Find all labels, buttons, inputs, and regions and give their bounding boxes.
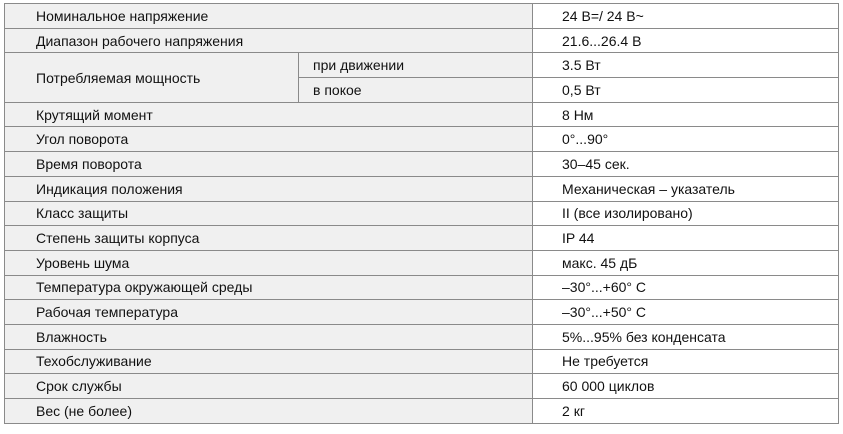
param-sublabel: в покое xyxy=(299,78,533,103)
param-value: –30°...+60° С xyxy=(533,275,839,300)
param-value: 3.5 Вт xyxy=(533,53,839,78)
param-name: Рабочая температура xyxy=(5,300,533,325)
table-row xyxy=(5,275,839,300)
table-row xyxy=(5,374,839,399)
table-row xyxy=(5,53,839,78)
table-row xyxy=(5,201,839,226)
param-name: Степень защиты корпуса xyxy=(5,226,533,251)
table-row xyxy=(5,250,839,275)
spec-rows xyxy=(5,102,839,423)
param-value: 60 000 циклов xyxy=(533,374,839,399)
param-name: Угол поворота xyxy=(5,127,533,152)
table-row xyxy=(5,226,839,251)
param-name: Уровень шума xyxy=(5,250,533,275)
table-row xyxy=(5,176,839,201)
param-value: Механическая – указатель xyxy=(533,176,839,201)
param-value: IP 44 xyxy=(533,226,839,251)
param-value: II (все изолировано) xyxy=(533,201,839,226)
param-name: Индикация положения xyxy=(5,176,533,201)
param-name: Потребляемая мощность xyxy=(5,53,299,102)
param-value: 21.6...26.4 В xyxy=(533,28,839,53)
table-row xyxy=(5,324,839,349)
param-name: Время поворота xyxy=(5,152,533,177)
param-value: 2 кг xyxy=(533,399,839,424)
table-row xyxy=(5,28,839,53)
param-value: 0°...90° xyxy=(533,127,839,152)
param-name: Вес (не более) xyxy=(5,399,533,424)
table-row xyxy=(5,152,839,177)
param-value: –30°...+50° С xyxy=(533,300,839,325)
param-value: макс. 45 дБ xyxy=(533,250,839,275)
param-value: 0,5 Вт xyxy=(533,78,839,103)
param-name: Влажность xyxy=(5,324,533,349)
table-row xyxy=(5,399,839,424)
param-name: Срок службы xyxy=(5,374,533,399)
table-row xyxy=(5,4,839,29)
table-row xyxy=(5,102,839,127)
param-name: Диапазон рабочего напряжения xyxy=(5,28,533,53)
param-value: 30–45 сек. xyxy=(533,152,839,177)
table-row xyxy=(5,349,839,374)
param-value: Не требуется xyxy=(533,349,839,374)
param-value: 5%...95% без конденсата xyxy=(533,324,839,349)
param-value: 8 Нм xyxy=(533,102,839,127)
param-name: Крутящий момент xyxy=(5,102,533,127)
table-row xyxy=(5,300,839,325)
table-row xyxy=(5,127,839,152)
param-name: Техобслуживание xyxy=(5,349,533,374)
spec-table xyxy=(4,3,839,424)
param-value: 24 В=/ 24 В~ xyxy=(533,4,839,29)
param-sublabel: при движении xyxy=(299,53,533,78)
param-name: Класс защиты xyxy=(5,201,533,226)
param-name: Температура окружающей среды xyxy=(5,275,533,300)
param-name: Номинальное напряжение xyxy=(5,4,533,29)
